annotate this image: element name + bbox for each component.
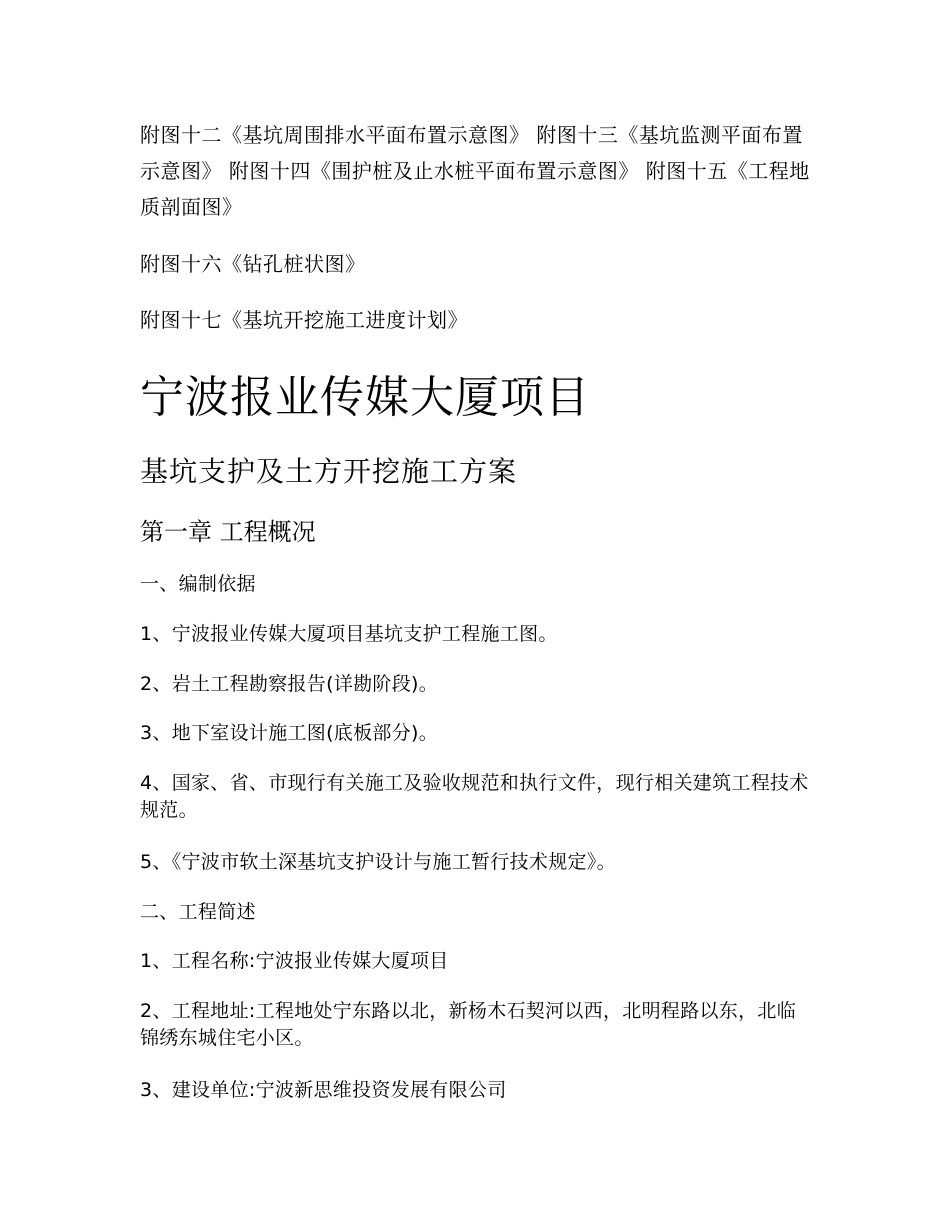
section-2-item-3-wrap (140, 1077, 812, 1104)
section-1-item: 3、地下室设计施工图(底板部分)。 (140, 722, 439, 744)
section-1-item-4-wrap (140, 770, 812, 824)
section-2-item: 2、工程地址:工程地处宁东路以北，新杨木石契河以西，北明程路以东，北临锦绣东城住宅小区。 (140, 1000, 796, 1049)
section-2-item: 1、工程名称:宁波报业传媒大厦项目 (140, 950, 449, 972)
section-1-item: 2、岩土工程勘察报告(详勘阶段)。 (140, 673, 439, 695)
section-1-item-1-wrap (140, 621, 812, 648)
appendix-list (140, 117, 812, 225)
section-1-item-2-wrap (140, 671, 812, 698)
section-1-heading-wrap (140, 571, 812, 598)
section-1-item: 5、《宁波市软土深基坑支护设计与施工暂行技术规定》。 (140, 851, 616, 873)
appendix-paragraph-3: 附图十七《基坑开挖施工进度计划》 (140, 308, 468, 332)
appendix-paragraph-2-wrap (140, 246, 812, 282)
document-subtitle: 基坑支护及土方开挖施工方案 (140, 455, 518, 488)
appendix-paragraph-2: 附图十六《钻孔桩状图》 (140, 252, 366, 276)
section-1-item-3-wrap (140, 720, 812, 747)
section-1-item: 1、宁波报业传媒大厦项目基坑支护工程施工图。 (140, 623, 558, 645)
chapter-heading: 第一章 工程概况 (140, 518, 316, 546)
appendix-paragraph-3-wrap (140, 302, 812, 338)
section-2-item-2-wrap (140, 998, 812, 1052)
document-title: 宁波报业传媒大厦项目 (140, 372, 590, 423)
appendix-paragraph-1: 附图十二《基坑周围排水平面布置示意图》 附图十三《基坑监测平面布置示意图》 附图十四《围护桩及止水桩平面布置示意图》 附图十五《工程地质剖面图》 (140, 123, 810, 219)
section-1-item: 4、国家、省、市现行有关施工及验收规范和执行文件，现行相关建筑工程技术规范。 (140, 772, 809, 821)
section-2-item-1-wrap (140, 948, 812, 975)
section-1-heading: 一、编制依据 (140, 573, 256, 595)
section-1-item-5-wrap (140, 849, 812, 876)
section-2-item: 3、建设单位:宁波新思维投资发展有限公司 (140, 1079, 507, 1101)
section-2-heading-wrap (140, 899, 812, 926)
section-2-heading: 二、工程简述 (140, 901, 256, 923)
